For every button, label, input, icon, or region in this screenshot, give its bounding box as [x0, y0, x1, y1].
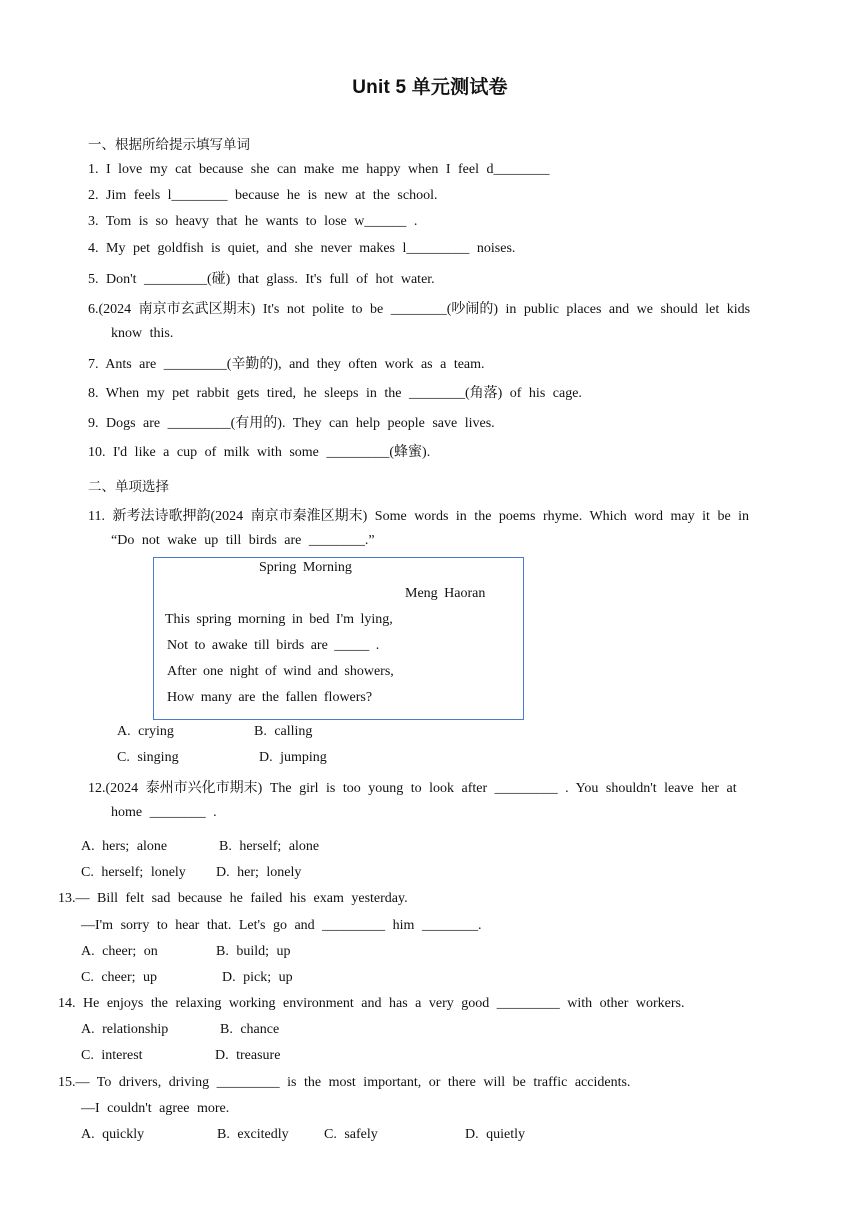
q12-option-d: D. her; lonely — [216, 865, 302, 880]
q15-option-d: D. quietly — [465, 1127, 525, 1142]
q11-option-a: A. crying — [117, 724, 174, 739]
q14-option-b: B. chance — [220, 1022, 280, 1037]
q12-option-b: B. herself; alone — [219, 839, 320, 854]
poem-line-1: This spring morning in bed I'm lying, — [165, 612, 393, 627]
q15-option-a: A. quickly — [81, 1127, 145, 1142]
section-heading-multiple-choice: 二、单项选择 — [88, 479, 169, 495]
q11-option-c: C. singing — [117, 750, 179, 765]
q12-option-c: C. herself; lonely — [81, 865, 186, 880]
question-8: 8. When my pet rabbit gets tired, he sleeps in the ________(角落) of his cage. — [88, 386, 582, 401]
poem-title: Spring Morning — [259, 560, 352, 575]
q13-option-c: C. cheer; up — [81, 970, 158, 985]
question-15-stem: 15.— To drivers, driving _________ is the most important, or there will be traffic accidents. — [58, 1075, 631, 1090]
question-7: 7. Ants are _________(辛勤的), and they often work as a team. — [88, 357, 485, 372]
q15-option-b: B. excitedly — [217, 1127, 289, 1142]
question-3: 3. Tom is so heavy that he wants to lose w______ . — [88, 214, 418, 229]
question-2: 2. Jim feels l________ because he is new at the school. — [88, 188, 438, 203]
question-11-stem: 11. 新考法诗歌押韵(2024 南京市秦淮区期末) Some words in the poems rhyme. Which word may it be in — [88, 509, 750, 524]
question-13-stem-continued: —I'm sorry to hear that. Let's go and _________ him ________. — [81, 918, 482, 933]
q12-option-a: A. hers; alone — [81, 839, 168, 854]
q11-option-b: B. calling — [254, 724, 313, 739]
page-title: Unit 5 单元测试卷 — [352, 77, 508, 98]
q14-option-d: D. treasure — [215, 1048, 281, 1063]
question-10: 10. I'd like a cup of milk with some _________(蜂蜜). — [88, 445, 431, 460]
question-12-stem: 12.(2024 泰州市兴化市期末) The girl is too young to look after _________ . You shouldn't leave her at — [88, 781, 737, 796]
section-heading-fill-in: 一、根据所给提示填写单词 — [88, 137, 250, 153]
q11-option-d: D. jumping — [259, 750, 327, 765]
question-11-stem-continued: “Do not wake up till birds are ________.” — [111, 533, 375, 548]
poem-line-3: After one night of wind and showers, — [167, 664, 394, 679]
question-13-stem: 13.— Bill felt sad because he failed his exam yesterday. — [58, 891, 408, 906]
q14-option-c: C. interest — [81, 1048, 143, 1063]
question-12-stem-continued: home ________ . — [111, 805, 217, 820]
q14-option-a: A. relationship — [81, 1022, 169, 1037]
question-14-stem: 14. He enjoys the relaxing working environment and has a very good _________ with other workers. — [58, 996, 685, 1011]
q13-option-b: B. build; up — [216, 944, 291, 959]
poem-author: Meng Haoran — [405, 586, 486, 601]
q13-option-a: A. cheer; on — [81, 944, 158, 959]
question-1: 1. I love my cat because she can make me happy when I feel d________ — [88, 162, 550, 177]
question-6-continued: know this. — [111, 326, 174, 341]
poem-line-2: Not to awake till birds are _____ . — [167, 638, 380, 653]
poem-line-4: How many are the fallen flowers? — [167, 690, 373, 705]
q13-option-d: D. pick; up — [222, 970, 293, 985]
question-6: 6.(2024 南京市玄武区期末) It's not polite to be ________(吵闹的) in public places and we should let kids — [88, 302, 751, 317]
question-15-stem-continued: —I couldn't agree more. — [81, 1101, 230, 1116]
q15-option-c: C. safely — [324, 1127, 378, 1142]
question-9: 9. Dogs are _________(有用的). They can help people save lives. — [88, 416, 495, 431]
question-4: 4. My pet goldfish is quiet, and she never makes l_________ noises. — [88, 241, 516, 256]
question-5: 5. Don't _________(碰) that glass. It's full of hot water. — [88, 272, 435, 287]
